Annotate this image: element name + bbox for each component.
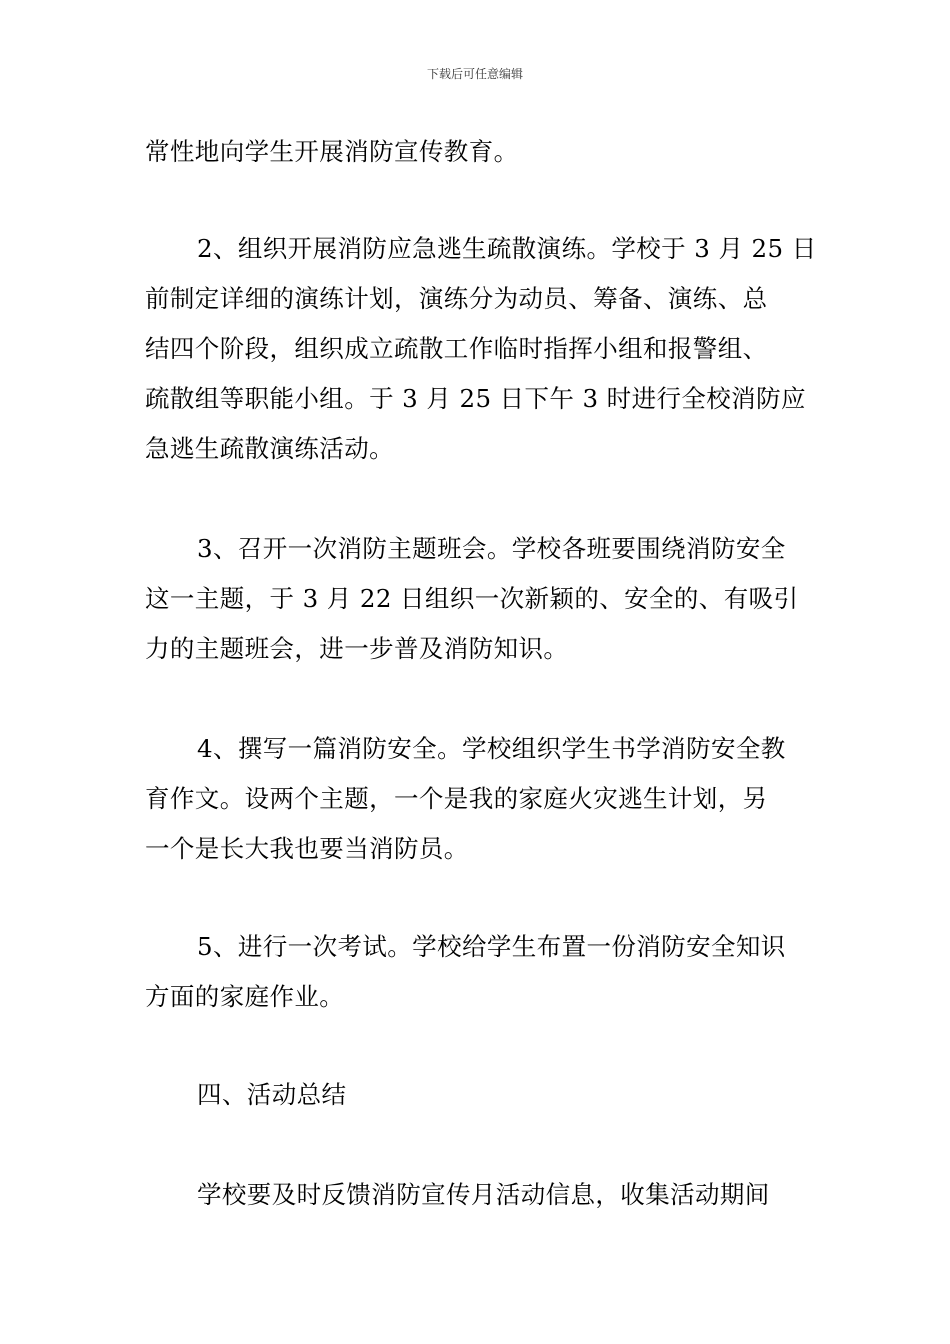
text-line: 这一主题，于 3 月 22 日组织一次新颖的、安全的、有吸引 <box>145 584 799 613</box>
text-line: 4、撰写一篇消防安全。学校组织学生书学消防安全教 <box>197 734 786 763</box>
text-line: 2、组织开展消防应急逃生疏散演练。学校于 3 月 25 日 <box>197 234 817 263</box>
text-line: 力的主题班会，进一步普及消防知识。 <box>145 634 569 663</box>
text-line: 急逃生疏散演练活动。 <box>145 434 394 463</box>
text-line: 育作文。设两个主题，一个是我的家庭火灾逃生计划，另 <box>145 784 768 813</box>
text-line: 结四个阶段，组织成立疏散工作临时指挥小组和报警组、 <box>145 334 768 363</box>
text-line: 学校要及时反馈消防宣传月活动信息，收集活动期间 <box>197 1180 770 1209</box>
text-line: 一个是长大我也要当消防员。 <box>145 834 469 863</box>
text-line: 3、召开一次消防主题班会。学校各班要围绕消防安全 <box>197 534 786 563</box>
text-line: 前制定详细的演练计划，演练分为动员、筹备、演练、总 <box>145 284 768 313</box>
text-line: 常性地向学生开展消防宣传教育。 <box>145 137 519 166</box>
text-line: 疏散组等职能小组。于 3 月 25 日下午 3 时进行全校消防应 <box>145 384 806 413</box>
text-line: 方面的家庭作业。 <box>145 982 345 1011</box>
section-heading: 四、活动总结 <box>197 1080 347 1109</box>
page-header: 下载后可任意编辑 <box>426 67 523 81</box>
text-line: 5、进行一次考试。学校给学生布置一份消防安全知识 <box>197 932 786 961</box>
